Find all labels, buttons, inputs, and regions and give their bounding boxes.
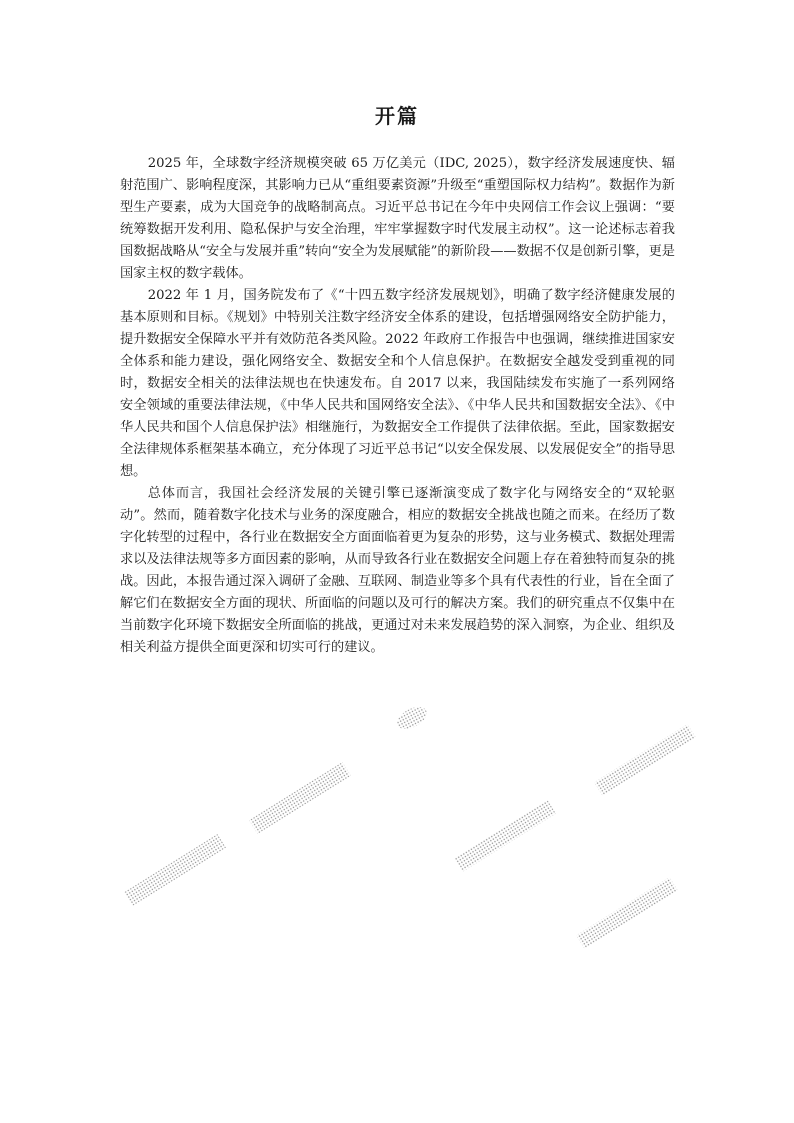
paragraph-1: 2025 年，全球数字经济规模突破 65 万亿美元（IDC, 2025），数字经济发展速度快、辐射范围广、影响程度深，其影响力已从“重组要素资源”升级至“重塑国际权力结构”。数据作为新型生产要素，成为大国竞争的战略制高点。习近平总书记在今年中央网信工作会议上强调：“要统筹数据开发利用、隐私保护与安全治理，牢牢掌握数字时代发展主动权”。这一论述标志着我国数据战略从“安全与发展并重”转向“安全为发展赋能”的新阶段——数据不仅是创新引擎，更是国家主权的数字载体。 bbox=[120, 156, 675, 281]
paragraph-3: 总体而言，我国社会经济发展的关键引擎已逐渐演变成了数字化与网络安全的“双轮驱动”。然而，随着数字化技术与业务的深度融合，相应的数据安全挑战也随之而来。在经历了数字化转型的过程中，各行业在数据安全方面面临着更为复杂的形势，这与业务模式、数据处理需求以及法律法规等多方面因素的影响，从而导致各行业在数据安全问题上存在着独特而复杂的挑战。因此，本报告通过深入调研了金融、互联网、制造业等多个具有代表性的行业，旨在全面了解它们在数据安全方面的现状、所面临的问题以及可行的解决方案。我们的研究重点不仅集中在当前数字化环境下数据安全所面临的挑战，更通过对未来发展趋势的深入洞察，为企业、组织及相关利益方提供全面更深和切实可行的建议。 bbox=[120, 486, 675, 655]
body-text bbox=[120, 153, 675, 659]
paragraph-2: 2022 年 1 月，国务院发布了《“十四五数字经济发展规划》，明确了数字经济健康发展的基本原则和目标。《规划》中特别关注数字经济安全体系的建设，包括增强网络安全防护能力，提升数据安全保障水平并有效防范各类风险。2022 年政府工作报告中也强调，继续推进国家安全体系和能力建设，强化网络安全、数据安全和个人信息保护。在数据安全越发受到重视的同时，数据安全相关的法律法规也在快速发布。自 2017 以来，我国陆续发布实施了一系列网络安全领域的重要法律法规，《中华人民共和国网络安全法》、《中华人民共和国数据安全法》、《中华人民共和国个人信息保护法》相继施行，为数据安全工作提供了法律依据。至此，国家数据安全法律规体系框架基本确立，充分体现了习近平总书记“以安全保发展、以发展促安全”的指导思想。 bbox=[120, 288, 675, 479]
page-title: 开篇 bbox=[375, 104, 419, 128]
